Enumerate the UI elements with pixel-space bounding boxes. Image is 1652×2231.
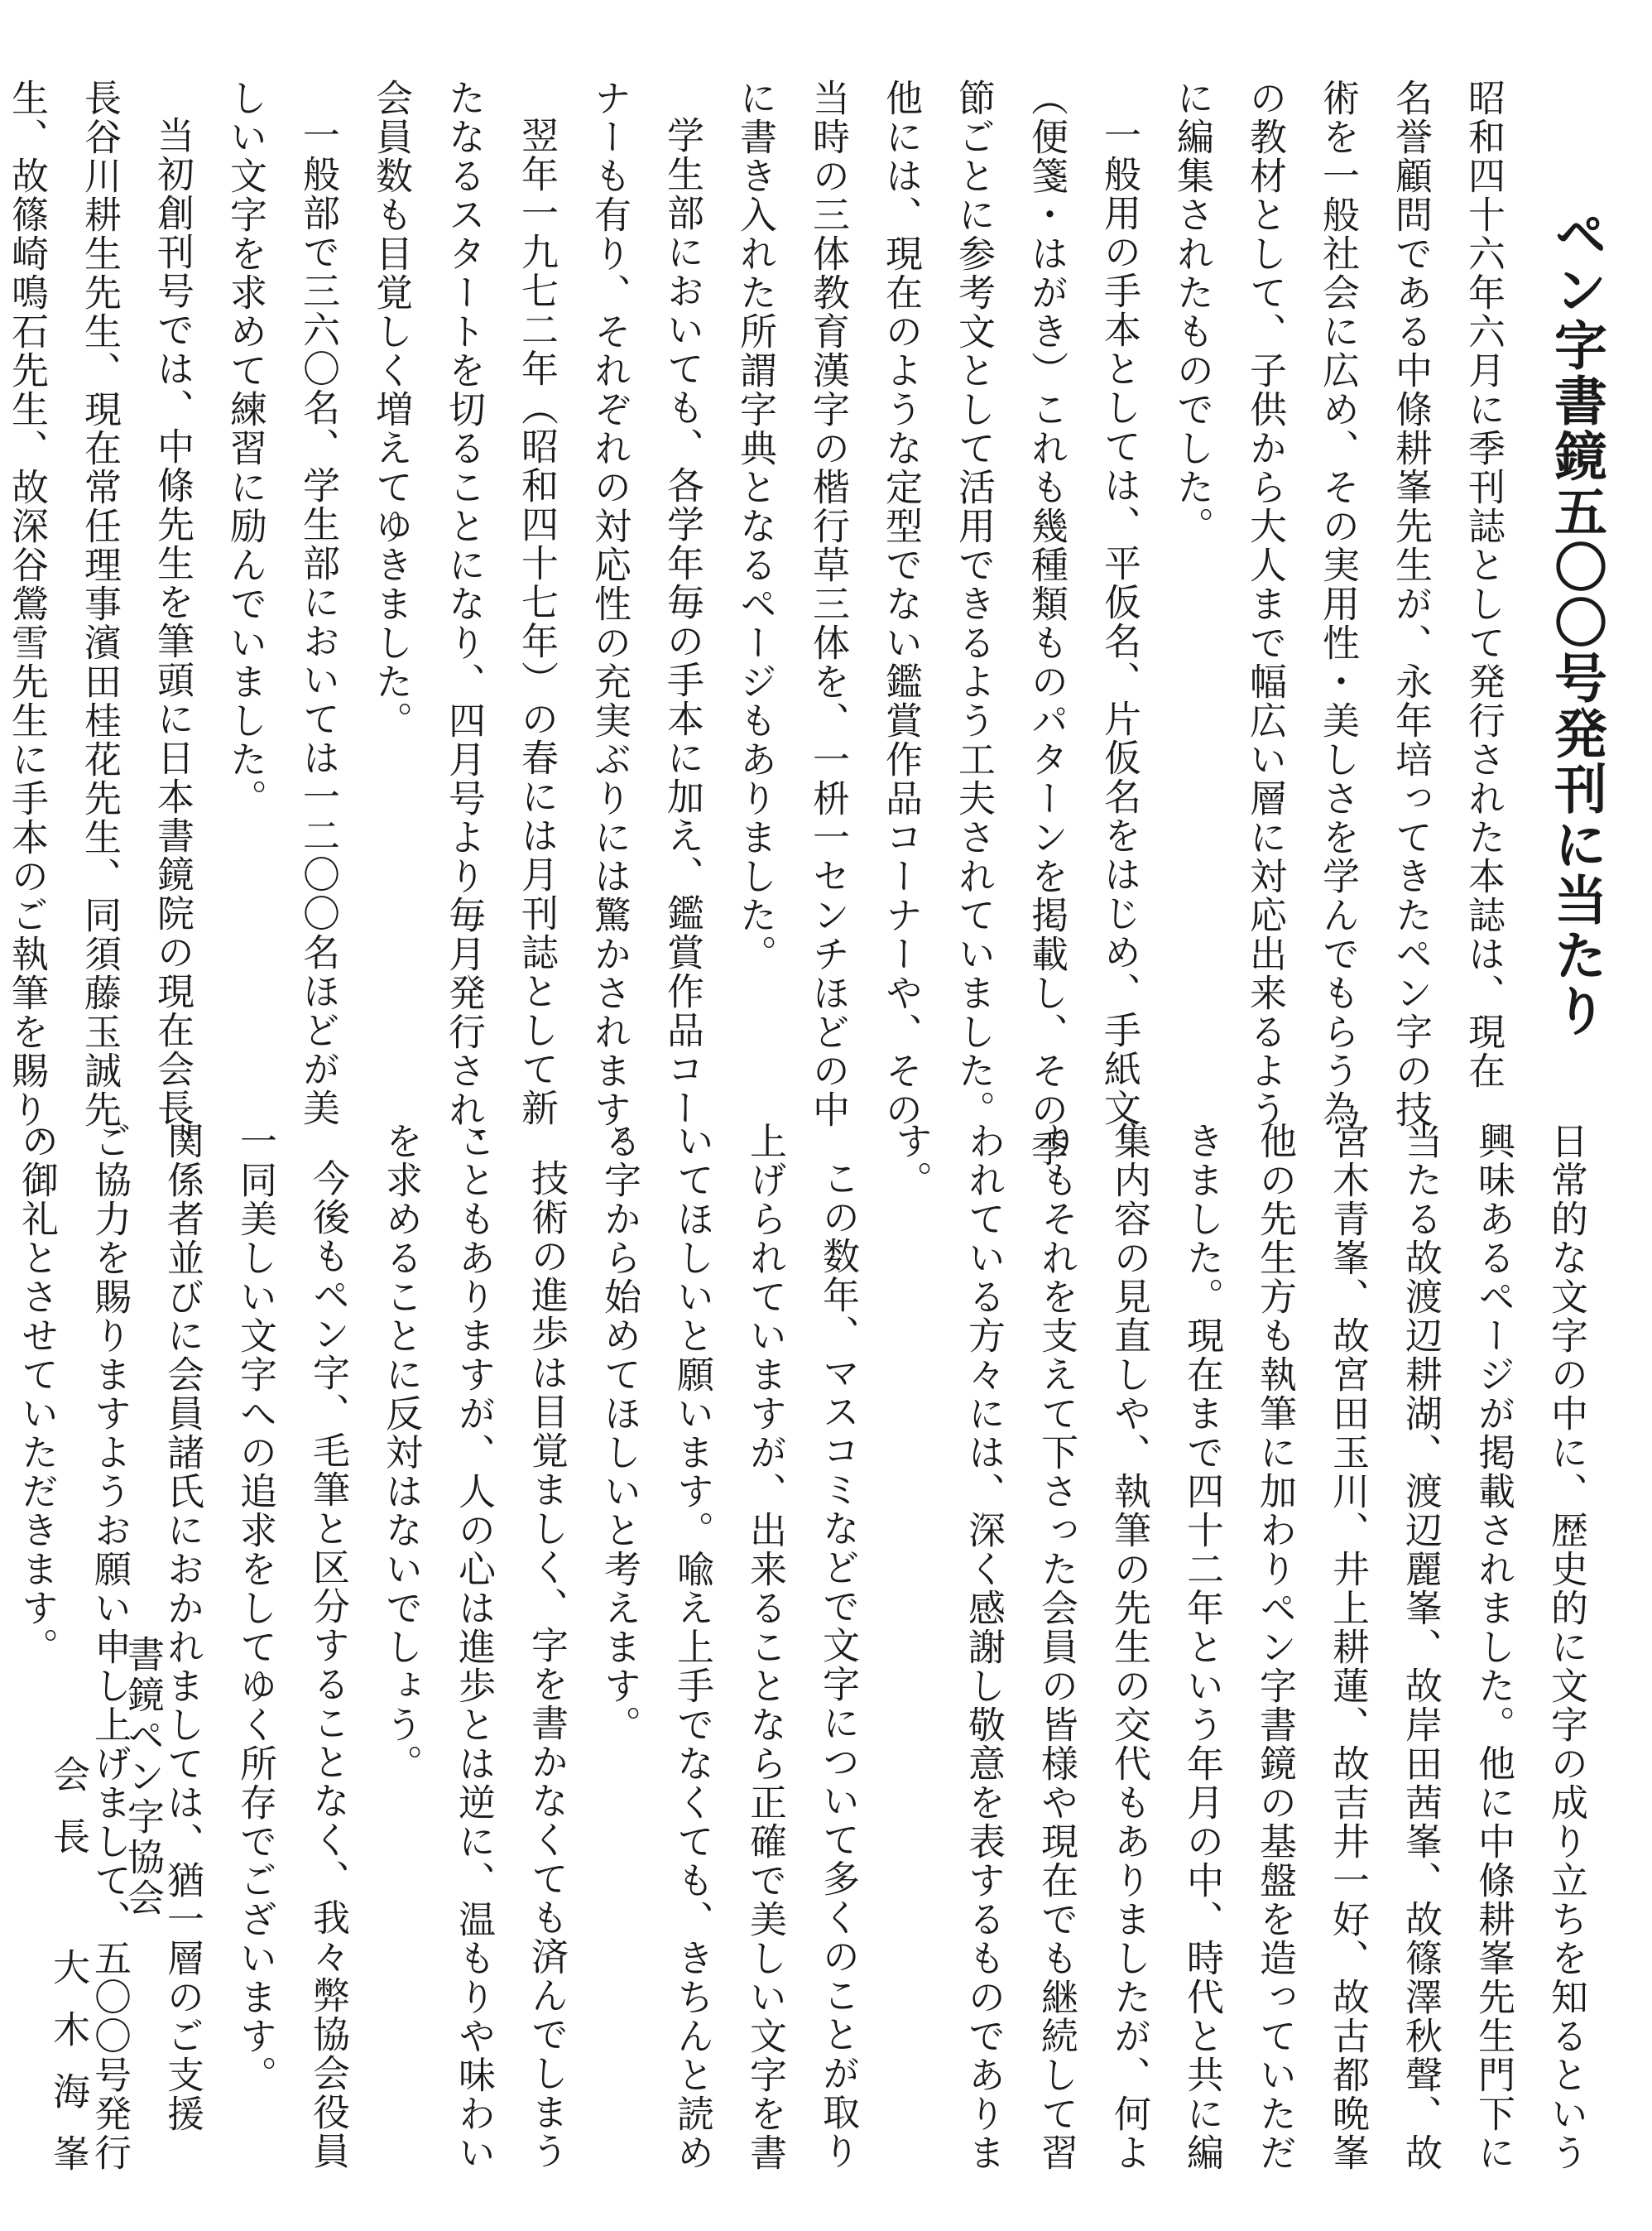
text-line: 関係者並びに会員諸氏におかれましては、猶一層のご支援 [161,1122,204,2133]
text-line: 当初創刊号では、中條先生を筆頭に日本書鏡院の現在会長、 [151,116,194,1166]
text-line: 節ごとに参考文として活用できるよう工夫されていました。 [952,79,996,1129]
text-block-lower [0,1122,1602,2190]
text-line: 昭和四十六年六月に季刊誌として発行された本誌は、現在 [1462,79,1506,1090]
text-line: 宮木青峯、故宮田玉川、井上耕蓮、故吉井一好、故古都晩峯 [1326,1122,1370,2172]
text-line: 他の先生方も執筆に加わりペン字書鏡の基盤を造っていただ [1253,1122,1297,2172]
text-line: 長谷川耕生先生、現在常任理事濱田桂花先生、同須藤玉誠先 [78,79,122,1129]
text-line: たなるスタートを切ることになり、四月号より毎月発行され、 [442,79,486,1168]
text-block-upper [0,79,1520,1168]
text-line: 上げられていますが、出来ることなら正確で美しい文字を書 [743,1122,787,2172]
text-line: りもそれを支えて下さった会員の皆様や現在でも継続して習 [1035,1122,1078,2172]
text-line: 当時の三体教育漢字の楷行草三体を、一枡一センチほどの中 [806,79,850,1129]
text-line: ナーも有り、それぞれの対応性の充実ぶりには驚かされます。 [588,79,632,1168]
text-line: 翌年一九七二年（昭和四十七年）の春には月刊誌として新 [515,116,559,1128]
text-line: す。 [889,1122,933,1200]
text-line: 学生部においても、各学年毎の手本に加え、鑑賞作品コー [660,116,704,1128]
text-line: 集内容の見直しや、執筆の先生の交代もありましたが、何よ [1107,1122,1151,2172]
text-line: る字から始めてほしいと考えます。 [598,1122,641,1744]
text-line: しい文字を求めて練習に励んでいました。 [223,79,267,818]
text-line: 今後もペン字、毛筆と区分することなく、我々弊協会役員 [306,1159,350,2171]
text-line: 当たる故渡辺耕湖、渡辺麗峯、故岸田茜峯、故篠澤秋聲、故 [1399,1122,1443,2172]
text-line: 一般部で三六〇名、学生部においては一二〇〇名ほどが美 [296,116,340,1128]
text-line: 日常的な文字の中に、歴史的に文字の成り立ちを知るという [1544,1122,1588,2172]
text-line: に編集されたものでした。 [1170,79,1214,546]
text-line: 一般用の手本としては、平仮名、片仮名をはじめ、手紙文 [1097,116,1141,1128]
signature-president: 会長 大木海峯 [46,1755,90,2196]
text-line: を求めることに反対はないでしょう。 [379,1122,423,1783]
text-line: 会員数も目覚しく増えてゆきました。 [369,79,413,740]
text-line: 一同美しい文字への追求をしてゆく所存でございます。 [233,1122,277,2094]
document-title: ペン字書鏡五〇〇号発刊に当たり [1545,207,1607,1039]
text-line: の教材として、子供から大人まで幅広い層に対応出来るよう [1243,79,1287,1129]
text-line: に書き入れた所謂字典となるページもありました。 [733,79,777,974]
text-line: きました。現在まで四十二年という年月の中、時代と共に編 [1180,1122,1224,2172]
text-line: 術を一般社会に広め、その実用性・美しさを学んでもらう為 [1316,79,1360,1129]
text-line: の御礼とさせていただきます。 [15,1122,59,1666]
text-line: 生、故篠崎鳴石先生、故深谷鶯雪先生に手本のご執筆を賜り、 [5,79,49,1168]
text-line: （便箋・はがき）これも幾種類ものパターンを掲載し、その季 [1025,79,1069,1168]
text-line: われている方々には、深く感謝し敬意を表するものでありま [962,1122,1006,2172]
text-line: いてほしいと願います。喩え上手でなくても、きちんと読め [670,1122,714,2172]
text-line: 他には、現在のような定型でない鑑賞作品コーナーや、その [879,79,923,1129]
text-line: 名誉顧問である中條耕峯先生が、永年培ってきたペン字の技 [1389,79,1433,1129]
text-line: こともありますが、人の心は進歩とは逆に、温もりや味わい [452,1122,496,2172]
signature-organization: 書鏡ペン字協会 [121,1635,165,1919]
text-line: 技術の進歩は目覚ましく、字を書かなくても済んでしまう [525,1159,569,2171]
text-line: 興味あるページが掲載されました。他に中條耕峯先生門下に [1472,1122,1515,2172]
text-line: ご協力を賜りますようお願い申し上げまして、五〇〇号発行 [88,1122,132,2172]
text-line: この数年、マスコミなどで文字について多くのことが取り [816,1159,860,2171]
